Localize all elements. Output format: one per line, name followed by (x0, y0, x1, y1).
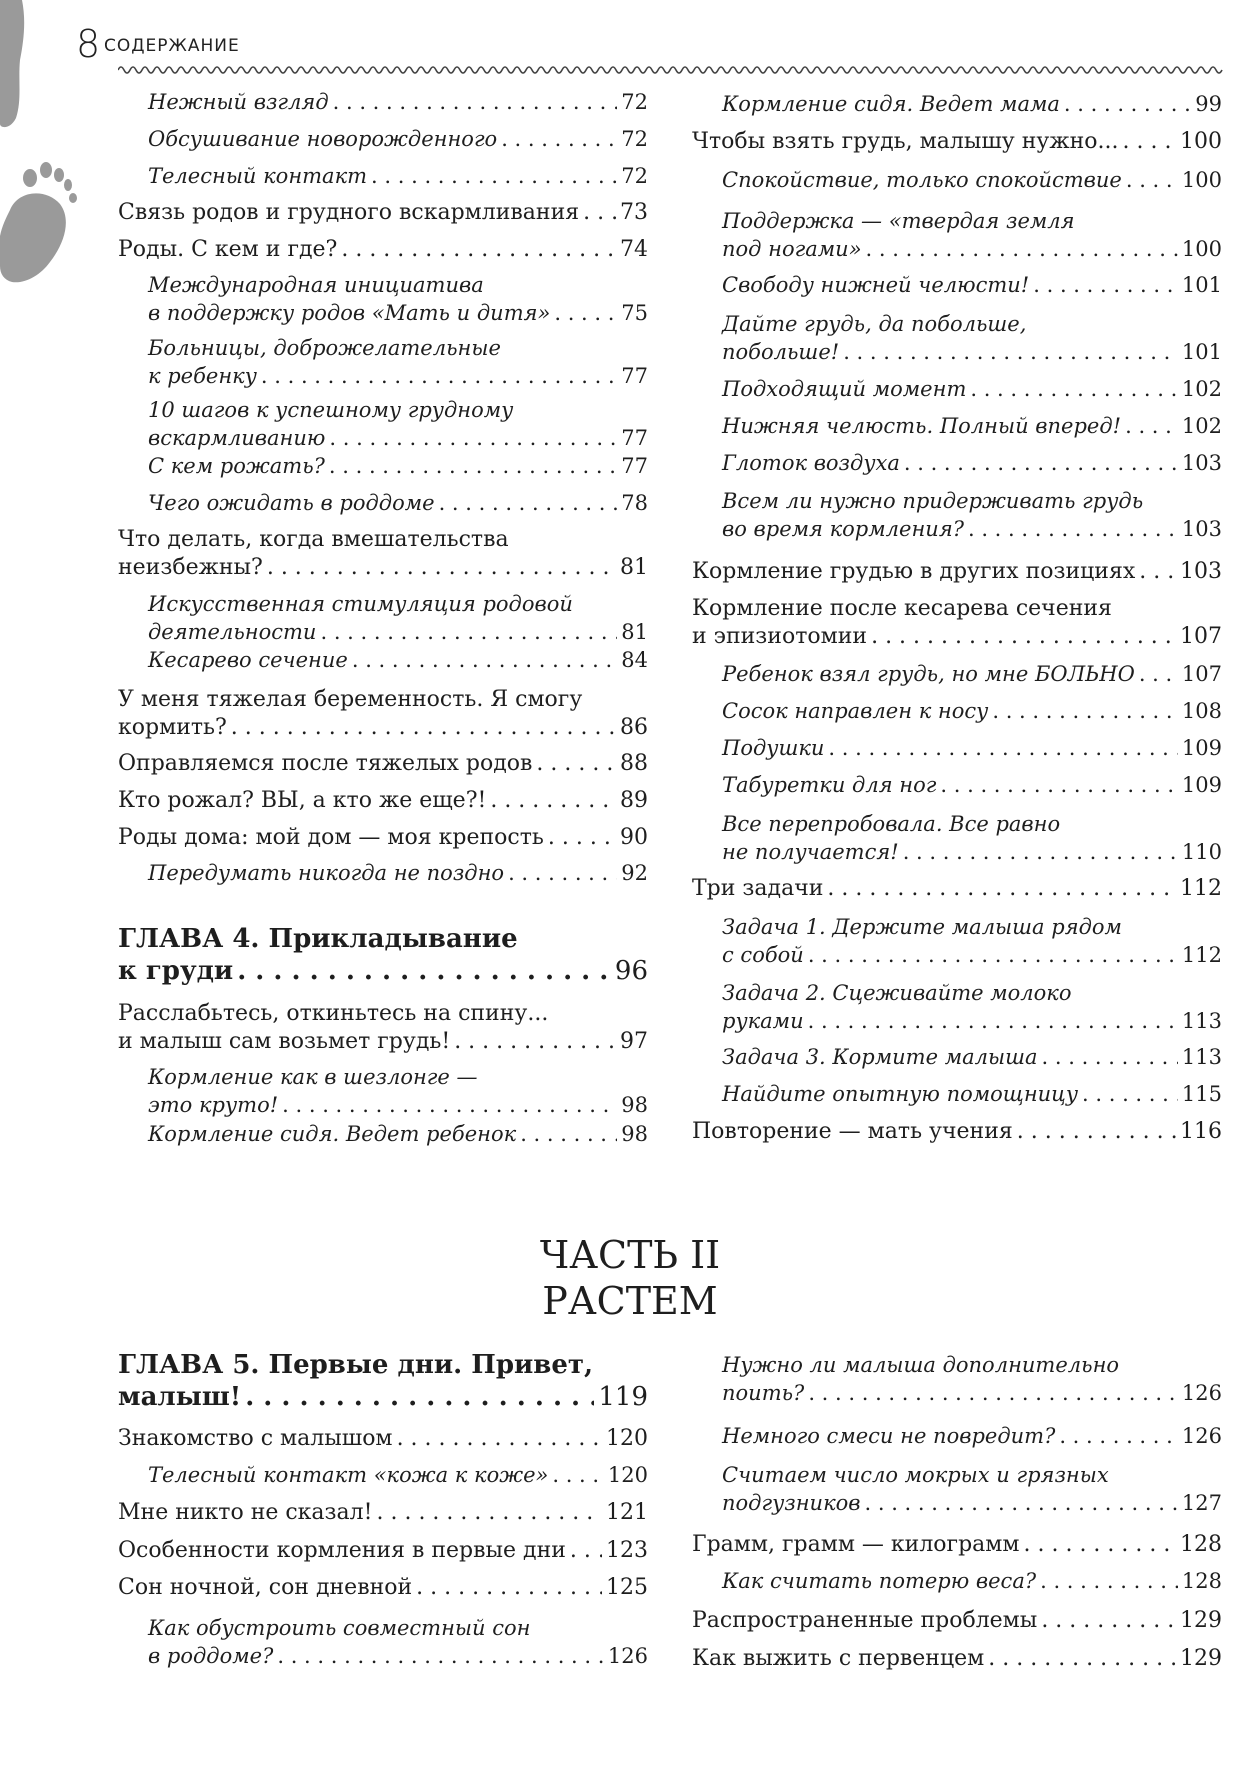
toc-page-number: 101 (1181, 273, 1222, 297)
dot-leader (508, 859, 617, 887)
dot-leader (548, 824, 616, 852)
toc-page-number: 72 (621, 127, 648, 151)
dot-leader (1059, 1422, 1178, 1450)
toc-entry (692, 558, 1222, 586)
toc-subentry (118, 162, 648, 190)
toc-entry-text: Чего ожидать в роддоме (148, 491, 435, 515)
toc-subentry (692, 1567, 1222, 1595)
toc-page-number: 88 (620, 751, 648, 776)
wavy-divider (118, 64, 1228, 76)
toc-subentry (692, 697, 1222, 725)
toc-subentry (118, 1461, 648, 1489)
toc-entry-text: Ребенок взял грудь, но мне БОЛЬНО (722, 662, 1135, 686)
toc-entry-text: Задача 1. Держите малыша рядом (722, 915, 1122, 939)
toc-entry-text: Кесарево сечение (148, 648, 348, 672)
toc-subentry (692, 1422, 1222, 1450)
toc-subentry (692, 310, 1222, 366)
toc-entry-text: Табуретки для ног (722, 773, 937, 797)
dot-leader (333, 88, 618, 116)
toc-entry-text: Мне никто не сказал! (118, 1500, 373, 1525)
toc-subentry (118, 271, 648, 327)
dot-leader (536, 750, 616, 778)
toc-entry-text: кормить? (118, 715, 227, 740)
toc-entry-text: Знакомство с малышом (118, 1426, 393, 1451)
toc-entry-text: Глоток воздуха (722, 451, 900, 475)
toc-subentry (692, 487, 1222, 543)
toc-page-number: 103 (1181, 451, 1222, 475)
toc-page-number: 72 (621, 90, 648, 114)
dot-leader (988, 1645, 1176, 1673)
toc-entry-text: деятельности (148, 620, 317, 644)
toc-entry-text: Задача 2. Сцеживайте молоко (722, 981, 1072, 1005)
toc-page-number: 129 (1180, 1646, 1222, 1671)
toc-entry-text: Телесный контакт (148, 164, 368, 188)
toc-entry-text: Повторение — мать учения (692, 1119, 1013, 1144)
toc-entry-text: 10 шагов к успешному грудному (148, 398, 514, 422)
toc-page-number: 98 (621, 1122, 648, 1146)
toc-subentry (692, 979, 1222, 1035)
toc-page-number: 73 (620, 200, 648, 225)
toc-entry-text: Дайте грудь, да побольше, (722, 312, 1027, 336)
toc-subentry (118, 1120, 648, 1148)
toc-entry (692, 1118, 1222, 1146)
toc-entry (118, 750, 648, 778)
toc-page-number: 127 (1181, 1491, 1222, 1515)
toc-page-number: 103 (1180, 559, 1222, 584)
toc-page-number: 102 (1181, 414, 1222, 438)
part-name: РАСТЕМ (542, 1279, 718, 1323)
toc-entry (118, 526, 648, 582)
toc-entry-text: Международная инициатива (148, 273, 484, 297)
toc-subentry (118, 859, 648, 887)
dot-leader (940, 771, 1178, 799)
toc-entry (118, 1000, 648, 1056)
page-header (76, 22, 100, 66)
dot-leader (501, 125, 617, 153)
toc-entry-text: Сосок направлен к носу (722, 699, 989, 723)
toc-subentry (692, 375, 1222, 403)
toc-entry-text: Как обустроить совместный сон (148, 1616, 531, 1640)
toc-entry-text: Кормление как в шезлонге — (148, 1065, 478, 1089)
toc-entry-text: Всем ли нужно придерживать грудь (722, 489, 1144, 513)
toc-entry-text: под ногами» (722, 237, 862, 261)
toc-entry-text: подгузников (722, 1491, 861, 1515)
toc-subentry (692, 1351, 1222, 1407)
toc-page-number: 115 (1181, 1082, 1222, 1106)
toc-subentry (118, 590, 648, 646)
toc-subentry (118, 646, 648, 674)
toc-page-number: 120 (606, 1426, 648, 1451)
toc-page-number: 126 (1181, 1381, 1222, 1405)
toc-entry-text: Свободу нижней челюсти! (722, 273, 1030, 297)
toc-page-number: 96 (614, 956, 648, 986)
toc-entry-text: Телесный контакт «кожа к коже» (148, 1463, 549, 1487)
toc-entry-text: Нужно ли малыша дополнительно (722, 1353, 1120, 1377)
toc-page-number: 126 (607, 1644, 648, 1668)
dot-leader (1042, 1043, 1178, 1071)
toc-entry-text: неизбежны? (118, 555, 263, 580)
toc-page-number: 109 (1181, 736, 1222, 760)
toc-entry (118, 199, 648, 227)
toc-entry-text: малыш! (118, 1382, 242, 1412)
dot-leader (231, 714, 616, 742)
toc-chapter (118, 923, 648, 987)
toc-entry (118, 686, 648, 742)
toc-subentry (118, 88, 648, 116)
toc-entry-text: ГЛАВА 4. Прикладывание (118, 924, 518, 954)
toc-entry-text: руками (722, 1009, 804, 1033)
toc-entry-text: Кормление сидя. Ведет мама (722, 92, 1060, 116)
dot-leader (970, 375, 1178, 403)
dot-leader (237, 955, 611, 987)
toc-entry-text: Кормление грудью в других позициях (692, 559, 1136, 584)
toc-page-number: 89 (620, 788, 648, 813)
toc-subentry (118, 396, 648, 452)
toc-page-number: 78 (621, 491, 648, 515)
toc-entry (118, 1537, 648, 1565)
toc-page-number: 128 (1181, 1569, 1222, 1593)
toc-entry-text: это круто! (148, 1093, 279, 1117)
running-title: СОДЕРЖАНИЕ (104, 36, 240, 56)
toc-entry-text: Оправляемся после тяжелых родов (118, 751, 533, 776)
toc-page-number: 107 (1181, 662, 1222, 686)
toc-subentry (118, 1614, 648, 1670)
toc-entry-text: во время кормления? (722, 517, 964, 541)
dot-leader (371, 162, 617, 190)
toc-subentry (692, 1461, 1222, 1517)
toc-entry (692, 595, 1222, 651)
dot-leader (454, 1028, 616, 1056)
toc-entry-text: Как считать потерю веса? (722, 1569, 1037, 1593)
toc-page-number: 129 (1180, 1608, 1222, 1633)
toc-entry (118, 236, 648, 264)
toc-subentry (692, 449, 1222, 477)
toc-page-number: 128 (1180, 1532, 1222, 1557)
dot-leader (570, 1537, 602, 1565)
toc-entry-text: Больницы, доброжелательные (148, 336, 501, 360)
footprint-icon (0, 0, 80, 300)
dot-leader (490, 787, 616, 815)
toc-entry-text: Особенности кормления в первые дни (118, 1538, 566, 1563)
dot-leader (1125, 412, 1178, 440)
toc-chapter (118, 1349, 648, 1413)
dot-leader (552, 1461, 604, 1489)
toc-entry (692, 1531, 1222, 1559)
toc-entry (692, 875, 1222, 903)
toc-entry (118, 787, 648, 815)
toc-subentry (118, 334, 648, 390)
page-number: 8 (76, 22, 101, 66)
dot-leader (1082, 1080, 1178, 1108)
toc-entry-text: Подушки (722, 736, 825, 760)
toc-entry-text: Роды. С кем и где? (118, 237, 338, 262)
toc-entry-text: Три задачи (692, 876, 824, 901)
toc-page-number: 92 (621, 861, 648, 885)
dot-leader (1033, 271, 1178, 299)
toc-page-number: 97 (620, 1029, 648, 1054)
dot-leader (871, 623, 1176, 651)
toc-page-number: 110 (1181, 840, 1222, 864)
toc-entry (692, 1645, 1222, 1673)
toc-subentry (692, 660, 1222, 688)
toc-entry-text: Кормление сидя. Ведет ребенок (148, 1122, 517, 1146)
toc-page-number: 112 (1180, 876, 1222, 901)
toc-page-number: 101 (1181, 340, 1222, 364)
toc-entry-text: Подходящий момент (722, 377, 967, 401)
toc-entry-text: Что делать, когда вмешательства (118, 527, 509, 552)
toc-entry-text: Чтобы взять грудь, малышу нужно... (692, 129, 1119, 154)
toc-page-number: 77 (621, 364, 648, 388)
toc-entry-text: Передумать никогда не поздно (148, 861, 505, 885)
dot-leader (808, 1379, 1178, 1407)
toc-subentry (692, 166, 1222, 194)
toc-entry-text: и эпизиотомии (692, 624, 868, 649)
dot-leader (992, 697, 1178, 725)
dot-leader (827, 875, 1176, 903)
toc-page-number: 100 (1181, 237, 1222, 261)
toc-entry-text: Считаем число мокрых и грязных (722, 1463, 1109, 1487)
toc-page-number: 108 (1181, 699, 1222, 723)
toc-page-number: 98 (621, 1093, 648, 1117)
part-title (0, 1232, 1260, 1324)
toc-page-number: 81 (620, 555, 648, 580)
toc-subentry (692, 1043, 1222, 1071)
toc-page-number: 77 (621, 454, 648, 478)
toc-page-number: 72 (621, 164, 648, 188)
toc-page-number: 84 (621, 648, 648, 672)
dot-leader (1041, 1607, 1176, 1635)
dot-leader (376, 1499, 602, 1527)
toc-subentry (692, 412, 1222, 440)
dot-leader (1122, 128, 1176, 156)
toc-entry-text: Искусственная стимуляция родовой (148, 592, 573, 616)
dot-leader (583, 199, 616, 227)
toc-entry-text: Спокойствие, только спокойствие (722, 168, 1122, 192)
toc-entry (118, 1425, 648, 1453)
dot-leader (261, 362, 617, 390)
toc-entry (118, 1574, 648, 1602)
dot-leader (416, 1574, 602, 1602)
toc-page-number: 123 (606, 1538, 648, 1563)
dot-leader (1126, 166, 1178, 194)
toc-entry-text: в поддержку родов «Мать и дитя» (148, 301, 551, 325)
toc-page-number: 77 (621, 426, 648, 450)
dot-leader (968, 515, 1178, 543)
toc-page-number: 116 (1180, 1119, 1222, 1144)
toc-page-number: 103 (1181, 517, 1222, 541)
toc-entry-text: ГЛАВА 5. Первые дни. Привет, (118, 1350, 594, 1380)
toc-entry-text: Расслабьтесь, откиньтесь на спину... (118, 1001, 549, 1026)
toc-entry-text: Грамм, грамм — килограмм (692, 1532, 1020, 1557)
toc-subentry (118, 125, 648, 153)
dot-leader (865, 1489, 1178, 1517)
toc-page-number: 125 (606, 1575, 648, 1600)
toc-subentry (118, 452, 648, 480)
toc-subentry (692, 90, 1222, 118)
dot-leader (1017, 1118, 1176, 1146)
dot-leader (828, 734, 1178, 762)
toc-subentry (118, 1063, 648, 1119)
toc-entry (118, 824, 648, 852)
dot-leader (352, 646, 617, 674)
toc-subentry (692, 1080, 1222, 1108)
dot-leader (245, 1381, 594, 1413)
toc-entry-text: вскармливанию (148, 426, 326, 450)
toc-page-number: 102 (1181, 377, 1222, 401)
toc-page-number: 121 (606, 1500, 648, 1525)
toc-page-number: 74 (620, 237, 648, 262)
toc-page-number: 100 (1181, 168, 1222, 192)
toc-page-number: 81 (621, 620, 648, 644)
toc-entry-text: Кто рожал? ВЫ, а кто же еще?! (118, 788, 487, 813)
toc-page-number: 113 (1181, 1045, 1222, 1069)
toc-entry-text: не получается! (722, 840, 899, 864)
toc-subentry (692, 771, 1222, 799)
dot-leader (320, 618, 617, 646)
toc-entry-text: поить? (722, 1381, 805, 1405)
dot-leader (341, 236, 616, 264)
toc-subentry (692, 734, 1222, 762)
toc-entry-text: Задача 3. Кормите малыша (722, 1045, 1038, 1069)
toc-entry (692, 1607, 1222, 1635)
dot-leader (277, 1642, 604, 1670)
toc-entry-text: с собой (722, 943, 804, 967)
toc-subentry (692, 207, 1222, 263)
toc-page-number: 100 (1180, 129, 1222, 154)
toc-page-number: 109 (1181, 773, 1222, 797)
toc-entry-text: к груди (118, 956, 234, 986)
toc-entry-text: Нежный взгляд (148, 90, 329, 114)
toc-entry-text: С кем рожать? (148, 454, 325, 478)
toc-page-number: 113 (1181, 1009, 1222, 1033)
dot-leader (903, 838, 1178, 866)
toc-entry-text: Распространенные проблемы (692, 1608, 1038, 1633)
dot-leader (1064, 90, 1191, 118)
dot-leader (1139, 660, 1178, 688)
toc-entry-text: Все перепробовала. Все равно (722, 812, 1061, 836)
dot-leader (397, 1425, 602, 1453)
toc-entry (118, 1499, 648, 1527)
toc-page-number: 120 (607, 1463, 648, 1487)
dot-leader (808, 941, 1178, 969)
dot-leader (282, 1091, 617, 1119)
toc-page-number: 86 (620, 715, 648, 740)
toc-entry-text: У меня тяжелая беременность. Я смогу (118, 687, 583, 712)
toc-subentry (692, 271, 1222, 299)
toc-entry-text: Связь родов и грудного вскармливания (118, 200, 580, 225)
dot-leader (1139, 558, 1176, 586)
toc-page-number: 119 (598, 1382, 648, 1412)
dot-leader (904, 449, 1178, 477)
dot-leader (329, 452, 617, 480)
toc-entry-text: Кормление после кесарева сечения (692, 596, 1112, 621)
dot-leader (808, 1007, 1178, 1035)
toc-entry-text: Нижняя челюсть. Полный вперед! (722, 414, 1122, 438)
toc-entry-text: Сон ночной, сон дневной (118, 1575, 413, 1600)
toc-subentry (692, 810, 1222, 866)
toc-page-number: 126 (1181, 1424, 1222, 1448)
dot-leader (1040, 1567, 1178, 1595)
toc-entry-text: к ребенку (148, 364, 257, 388)
toc-entry-text: Найдите опытную помощницу (722, 1082, 1079, 1106)
dot-leader (439, 489, 618, 517)
toc-page-number: 99 (1195, 92, 1222, 116)
toc-page-number: 107 (1180, 624, 1222, 649)
part-number: ЧАСТЬ II (539, 1233, 721, 1277)
dot-leader (843, 338, 1178, 366)
toc-subentry (692, 913, 1222, 969)
toc-entry-text: Роды дома: мой дом — моя крепость (118, 825, 544, 850)
dot-leader (520, 1120, 617, 1148)
toc-page-number: 90 (620, 825, 648, 850)
toc-entry-text: побольше! (722, 340, 840, 364)
toc-entry-text: Поддержка — «твердая земля (722, 209, 1075, 233)
toc-entry-text: в роддоме? (148, 1644, 274, 1668)
dot-leader (866, 235, 1178, 263)
toc-page-number: 112 (1181, 943, 1222, 967)
toc-entry-text: Как выжить с первенцем (692, 1646, 985, 1671)
dot-leader (267, 554, 616, 582)
toc-page-number: 75 (621, 301, 648, 325)
dot-leader (329, 424, 617, 452)
toc-subentry (118, 489, 648, 517)
toc-entry (692, 128, 1222, 156)
dot-leader (1024, 1531, 1177, 1559)
toc-entry-text: и малыш сам возьмет грудь! (118, 1029, 451, 1054)
toc-entry-text: Обсушивание новорожденного (148, 127, 498, 151)
dot-leader (554, 299, 617, 327)
toc-entry-text: Немного смеси не повредит? (722, 1424, 1056, 1448)
